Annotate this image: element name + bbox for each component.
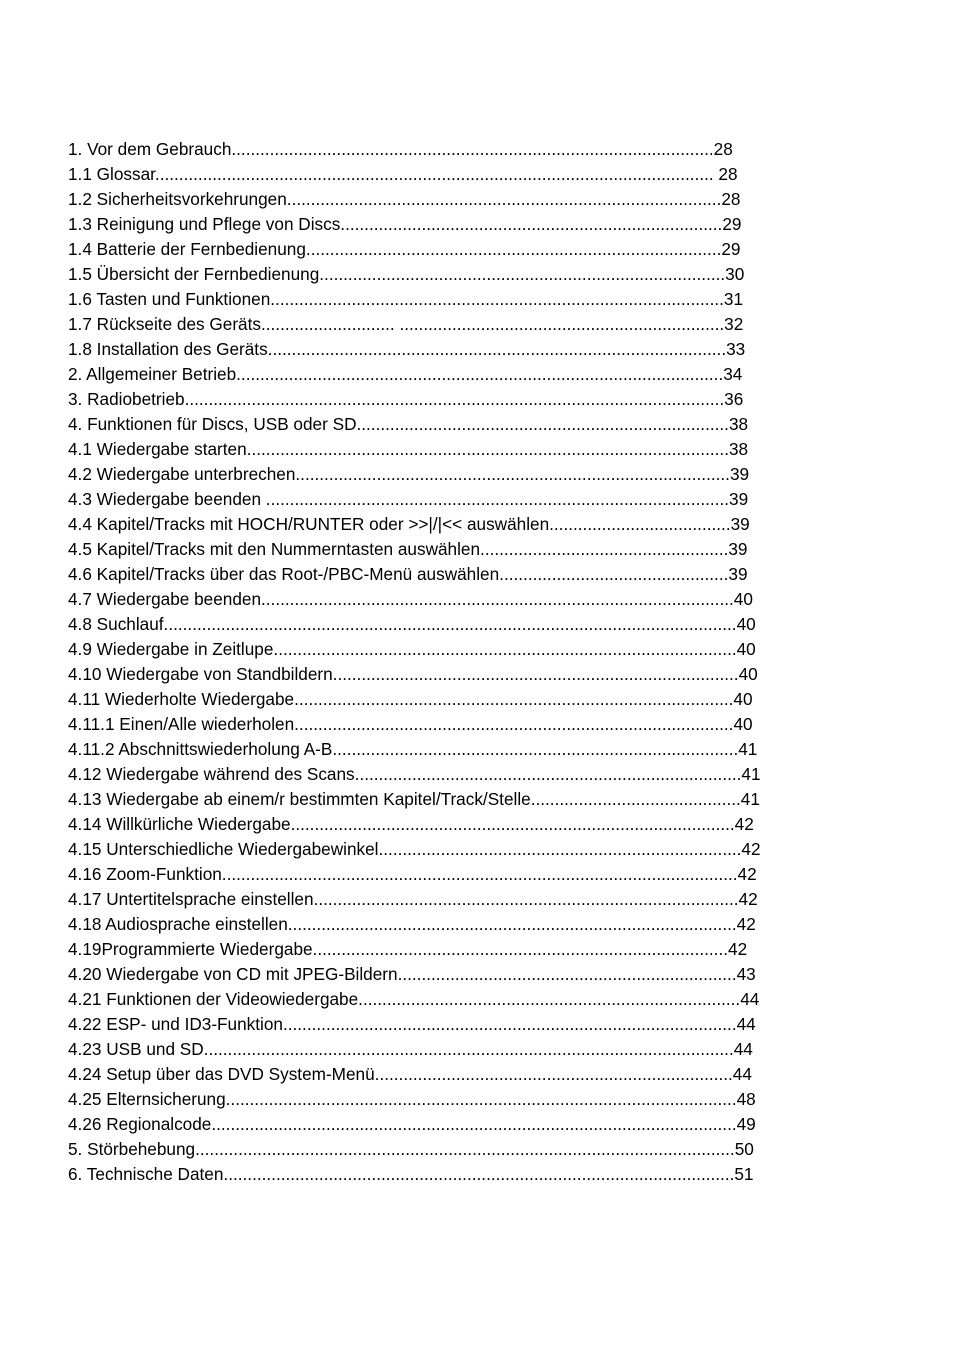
- toc-entry: 1.4 Batterie der Fernbedienung.......................................................................................29: [68, 239, 741, 259]
- toc-entry: 4.9 Wiedergabe in Zeitlupe.................................................................................................40: [68, 639, 756, 659]
- toc-entry: 4.12 Wiedergabe während des Scans.................................................................................41: [68, 764, 761, 784]
- toc-entry: 3. Radiobetrieb.................................................................................................................36: [68, 389, 744, 409]
- toc-entry: 4.22 ESP- und ID3-Funktion...............................................................................................44: [68, 1014, 756, 1034]
- toc-entry: 4. Funktionen für Discs, USB oder SD..............................................................................38: [68, 414, 749, 434]
- toc-entry: 6. Technische Daten...........................................................................................................51: [68, 1164, 754, 1184]
- toc-entry: 4.26 Regionalcode..............................................................................................................49: [68, 1114, 756, 1134]
- toc-entry: 4.11.2 Abschnittswiederholung A-B.....................................................................................41: [68, 739, 758, 759]
- toc-entry: 4.5 Kapitel/Tracks mit den Nummerntasten auswählen....................................................39: [68, 539, 748, 559]
- toc-entry: 1.5 Übersicht der Fernbedienung.....................................................................................30: [68, 264, 745, 284]
- table-of-contents: [68, 139, 868, 1189]
- toc-entry: 4.21 Funktionen der Videowiedergabe................................................................................44: [68, 989, 760, 1009]
- toc-entry: 5. Störbehebung.................................................................................................................50: [68, 1139, 754, 1159]
- toc-entry: 4.10 Wiedergabe von Standbildern.....................................................................................40: [68, 664, 758, 684]
- toc-entry: 1.8 Installation des Geräts................................................................................................33: [68, 339, 746, 359]
- toc-entry: 4.4 Kapitel/Tracks mit HOCH/RUNTER oder >>|/|<< auswählen......................................39: [68, 514, 750, 534]
- toc-entry: 1.6 Tasten und Funktionen...............................................................................................31: [68, 289, 744, 309]
- toc-entry: 4.23 USB und SD...............................................................................................................44: [68, 1039, 753, 1059]
- toc-entry: 4.20 Wiedergabe von CD mit JPEG-Bildern.......................................................................43: [68, 964, 756, 984]
- toc-entry: 4.3 Wiedergabe beenden .................................................................................................39: [68, 489, 749, 509]
- toc-entry: 1.2 Sicherheitsvorkehrungen...........................................................................................28: [68, 189, 741, 209]
- toc-entry: 4.8 Suchlauf........................................................................................................................40: [68, 614, 756, 634]
- toc-entry: 4.15 Unterschiedliche Wiedergabewinkel............................................................................42: [68, 839, 761, 859]
- toc-entry: 1.1 Glossar..................................................................................................................... 28: [68, 164, 738, 184]
- toc-entry: 1.7 Rückseite des Geräts............................ ....................................................................32: [68, 314, 744, 334]
- toc-entry: 4.16 Zoom-Funktion............................................................................................................42: [68, 864, 757, 884]
- toc-entry: 4.19Programmierte Wiedergabe.......................................................................................42: [68, 939, 748, 959]
- toc-entry: 4.14 Willkürliche Wiedergabe.............................................................................................42: [68, 814, 754, 834]
- toc-entry: 4.24 Setup über das DVD System-Menü...........................................................................44: [68, 1064, 752, 1084]
- toc-entry: 4.7 Wiedergabe beenden...................................................................................................40: [68, 589, 753, 609]
- toc-entry: 4.2 Wiedergabe unterbrechen...........................................................................................39: [68, 464, 750, 484]
- toc-entry: 1. Vor dem Gebrauch.....................................................................................................28: [68, 139, 733, 159]
- toc-entry: 4.11.1 Einen/Alle wiederholen............................................................................................40: [68, 714, 753, 734]
- toc-entry: 4.1 Wiedergabe starten.....................................................................................................38: [68, 439, 749, 459]
- toc-entry: 4.11 Wiederholte Wiedergabe............................................................................................40: [68, 689, 753, 709]
- toc-entry: 4.6 Kapitel/Tracks über das Root-/PBC-Menü auswählen................................................39: [68, 564, 748, 584]
- toc-entry: 4.17 Untertitelsprache einstellen.........................................................................................42: [68, 889, 758, 909]
- toc-entry: 1.3 Reinigung und Pflege von Discs................................................................................29: [68, 214, 742, 234]
- toc-entry: 4.25 Elternsicherung...........................................................................................................48: [68, 1089, 756, 1109]
- toc-entry: 4.13 Wiedergabe ab einem/r bestimmten Kapitel/Track/Stelle............................................41: [68, 789, 760, 809]
- toc-entry: 4.18 Audiosprache einstellen..............................................................................................42: [68, 914, 756, 934]
- toc-entry: 2. Allgemeiner Betrieb......................................................................................................34: [68, 364, 743, 384]
